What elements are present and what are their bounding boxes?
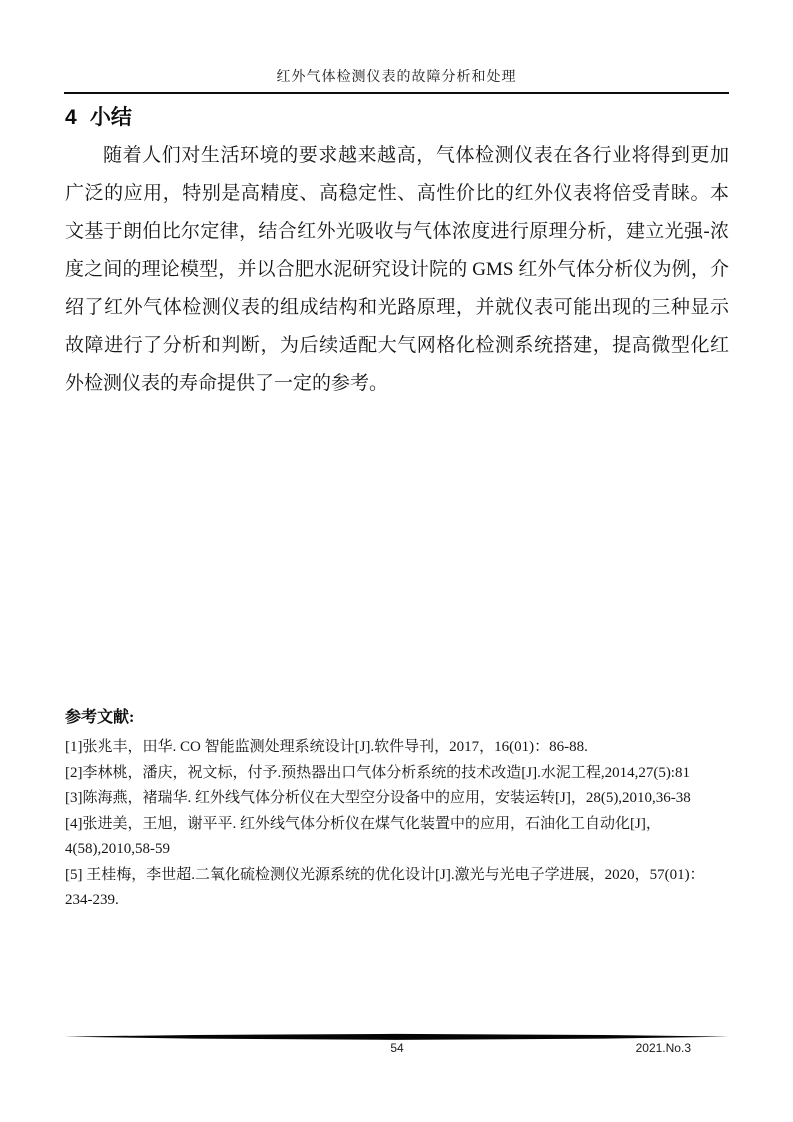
references-list [65,735,729,914]
reference-item: [5] 王桂梅，李世超.二氧化硫检测仪光源系统的优化设计[J].激光与光电子学进展，2020，57(01)：234-239. [65,866,705,908]
section-heading: 4 小结 [65,106,132,129]
references-section [65,704,729,914]
footer-issue-label: 2021.No.3 [635,1041,691,1055]
footer-divider [64,1033,729,1041]
reference-item: [1]张兆丰，田华. CO 智能监测处理系统设计[J].软件导刊，2017，16(01)：86-88. [65,739,588,755]
references-heading: 参考文献: [65,709,135,726]
summary-paragraph: 随着人们对生活环境的要求越来越高，气体检测仪表在各行业将得到更加广泛的应用，特别是高精度、高稳定性、高性价比的红外仪表将倍受青睐。本文基于朗伯比尔定律，结合红外光吸收与气体浓度进行原理分析，建立光强-浓度之间的理论模型，并以合肥水泥研究设计院的 GMS 红外气体分析仪为例，介绍了红外气体检测仪表的组成结构和光路原理，并就仪表可能出现的三种显示故障进行了分析和判断，为后续适配大气网格化检测系统搭建，提高微型化红外检测仪表的寿命提供了一定的参考。 [65,145,729,394]
header-divider [64,92,729,94]
running-header-title: 红外气体检测仪表的故障分析和处理 [276,70,517,85]
footer-page-number: 54 [390,1041,404,1055]
reference-item: [3]陈海燕，褚瑞华. 红外线气体分析仪在大型空分设备中的应用，安装运转[J]，28(5),2010,36-38 [65,790,691,806]
reference-item: [4]张进美，王旭，谢平平. 红外线气体分析仪在煤气化装置中的应用，石油化工自动化[J]，4(58),2010,58-59 [65,815,661,857]
reference-item: [2]李林桃，潘庆，祝文标，付予.预热器出口气体分析系统的技术改造[J].水泥工程,2014,27(5):81 [65,764,690,781]
